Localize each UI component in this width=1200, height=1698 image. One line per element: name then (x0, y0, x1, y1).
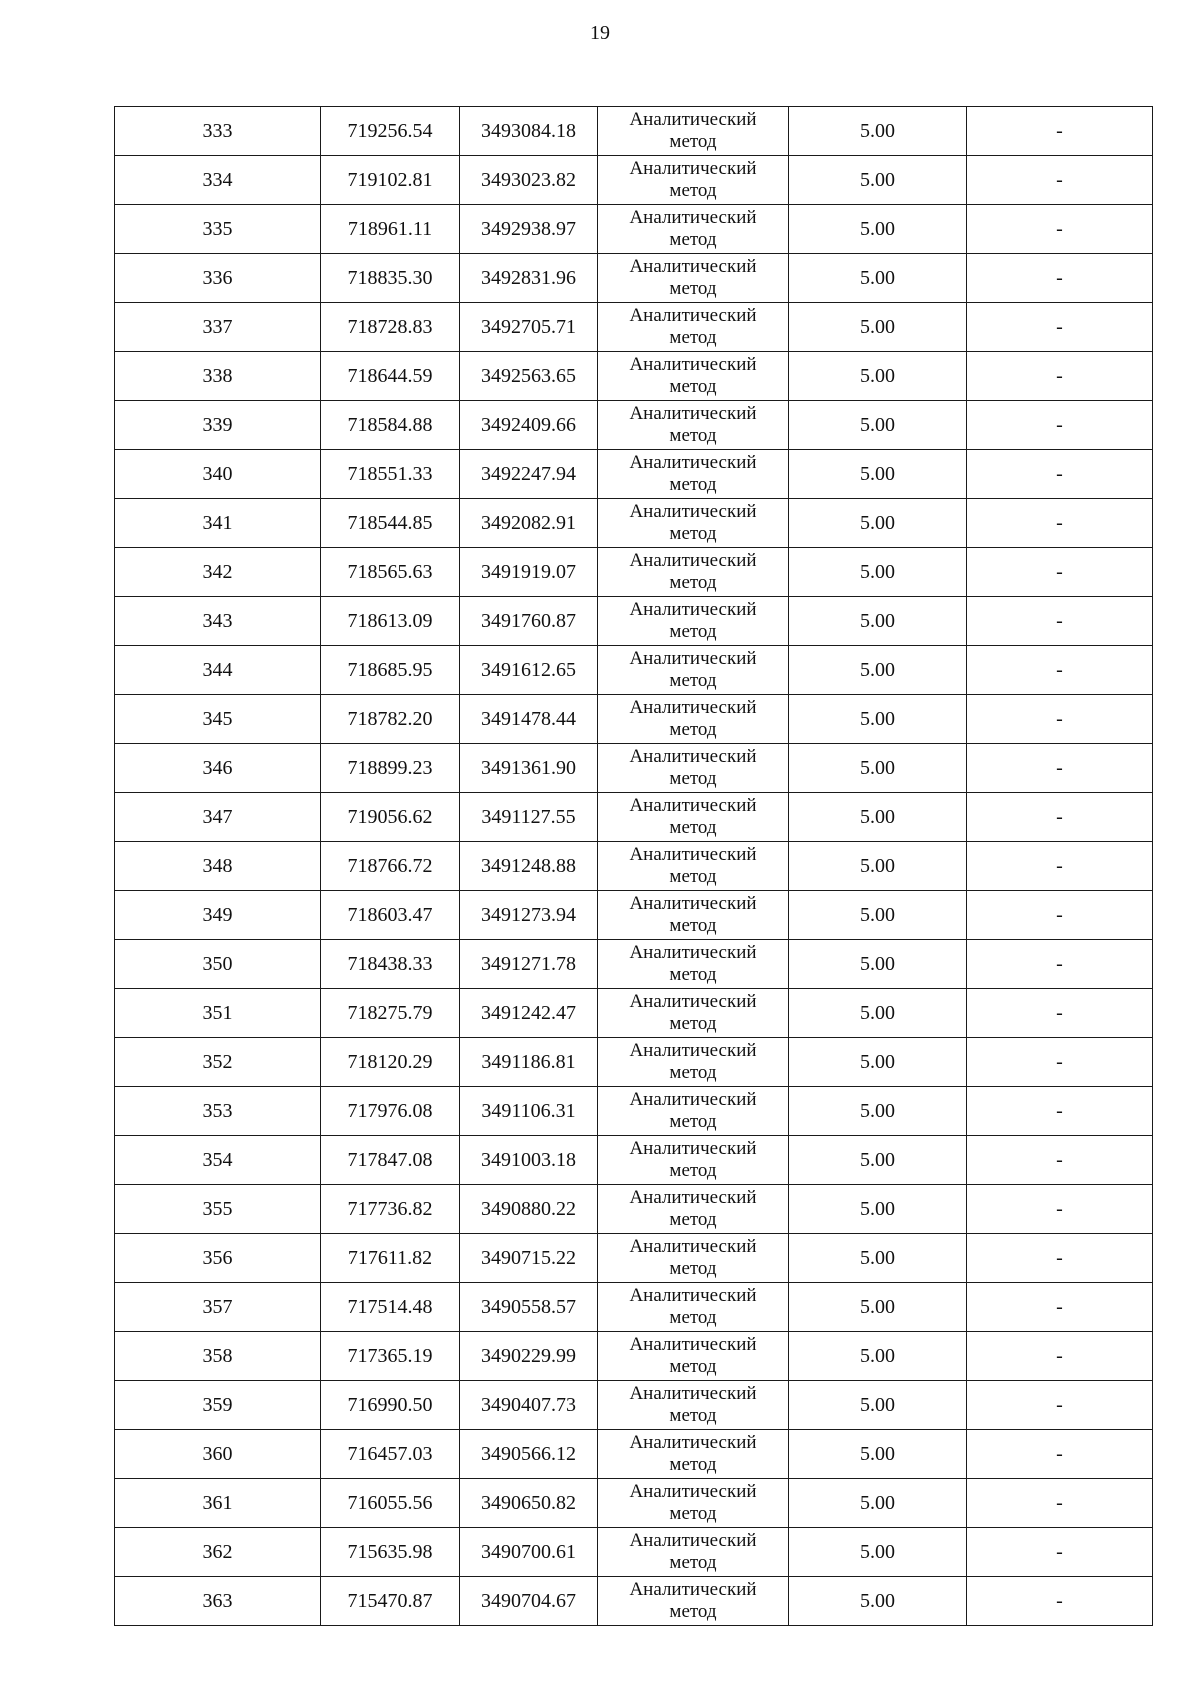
point-number-cell: 342 (115, 548, 321, 597)
x-coordinate-cell: 719102.81 (321, 156, 460, 205)
x-coordinate-cell: 718565.63 (321, 548, 460, 597)
method-line-1: Аналитический (629, 256, 757, 277)
table-row (115, 1528, 1153, 1577)
table-row (115, 107, 1153, 156)
x-coordinate-cell: 718961.11 (321, 205, 460, 254)
point-number-cell: 338 (115, 352, 321, 401)
method-line-2: метод (669, 1405, 717, 1426)
x-coordinate-cell: 717611.82 (321, 1234, 460, 1283)
method-line-2: метод (669, 1062, 717, 1083)
x-coordinate-cell: 718644.59 (321, 352, 460, 401)
table-row (115, 793, 1153, 842)
accuracy-cell: 5.00 (789, 989, 967, 1038)
point-number-cell: 333 (115, 107, 321, 156)
x-coordinate-cell: 718899.23 (321, 744, 460, 793)
method-line-2: метод (669, 719, 717, 740)
x-coordinate-cell: 718766.72 (321, 842, 460, 891)
method-line-1: Аналитический (629, 158, 757, 179)
y-coordinate-cell: 3491919.07 (460, 548, 598, 597)
x-coordinate-cell: 717365.19 (321, 1332, 460, 1381)
method-cell (598, 1332, 789, 1381)
method-line-2: метод (669, 180, 717, 201)
point-number-cell: 343 (115, 597, 321, 646)
table-row (115, 842, 1153, 891)
y-coordinate-cell: 3492563.65 (460, 352, 598, 401)
method-line-2: метод (669, 1111, 717, 1132)
y-coordinate-cell: 3490704.67 (460, 1577, 598, 1626)
coordinates-table (114, 106, 1153, 1626)
x-coordinate-cell: 715470.87 (321, 1577, 460, 1626)
table-row (115, 450, 1153, 499)
method-line-2: метод (669, 1307, 717, 1328)
method-line-1: Аналитический (629, 795, 757, 816)
method-line-1: Аналитический (629, 1481, 757, 1502)
method-cell (598, 1577, 789, 1626)
accuracy-cell: 5.00 (789, 107, 967, 156)
point-number-cell: 344 (115, 646, 321, 695)
method-line-1: Аналитический (629, 844, 757, 865)
method-cell (598, 793, 789, 842)
method-line-2: метод (669, 1552, 717, 1573)
accuracy-cell: 5.00 (789, 450, 967, 499)
y-coordinate-cell: 3491612.65 (460, 646, 598, 695)
note-cell: - (967, 646, 1153, 695)
x-coordinate-cell: 718438.33 (321, 940, 460, 989)
note-cell: - (967, 597, 1153, 646)
note-cell: - (967, 254, 1153, 303)
method-line-2: метод (669, 1160, 717, 1181)
table-row (115, 1234, 1153, 1283)
point-number-cell: 336 (115, 254, 321, 303)
method-line-2: метод (669, 1454, 717, 1475)
x-coordinate-cell: 717847.08 (321, 1136, 460, 1185)
y-coordinate-cell: 3490650.82 (460, 1479, 598, 1528)
y-coordinate-cell: 3491273.94 (460, 891, 598, 940)
note-cell: - (967, 205, 1153, 254)
table-row (115, 156, 1153, 205)
method-cell (598, 1479, 789, 1528)
accuracy-cell: 5.00 (789, 1430, 967, 1479)
x-coordinate-cell: 717736.82 (321, 1185, 460, 1234)
accuracy-cell: 5.00 (789, 499, 967, 548)
method-line-2: метод (669, 768, 717, 789)
table-row (115, 989, 1153, 1038)
method-line-1: Аналитический (629, 305, 757, 326)
method-cell (598, 1038, 789, 1087)
note-cell: - (967, 891, 1153, 940)
method-line-2: метод (669, 1258, 717, 1279)
method-line-1: Аналитический (629, 942, 757, 963)
table-row (115, 205, 1153, 254)
note-cell: - (967, 401, 1153, 450)
method-line-2: метод (669, 621, 717, 642)
method-cell (598, 107, 789, 156)
x-coordinate-cell: 719256.54 (321, 107, 460, 156)
note-cell: - (967, 499, 1153, 548)
table-row (115, 1283, 1153, 1332)
note-cell: - (967, 107, 1153, 156)
point-number-cell: 361 (115, 1479, 321, 1528)
method-line-2: метод (669, 376, 717, 397)
method-line-1: Аналитический (629, 452, 757, 473)
point-number-cell: 358 (115, 1332, 321, 1381)
table-row (115, 1577, 1153, 1626)
accuracy-cell: 5.00 (789, 1479, 967, 1528)
x-coordinate-cell: 716990.50 (321, 1381, 460, 1430)
method-cell (598, 1087, 789, 1136)
point-number-cell: 359 (115, 1381, 321, 1430)
x-coordinate-cell: 716055.56 (321, 1479, 460, 1528)
accuracy-cell: 5.00 (789, 940, 967, 989)
x-coordinate-cell: 718275.79 (321, 989, 460, 1038)
x-coordinate-cell: 718685.95 (321, 646, 460, 695)
method-cell (598, 1185, 789, 1234)
note-cell: - (967, 303, 1153, 352)
x-coordinate-cell: 718835.30 (321, 254, 460, 303)
y-coordinate-cell: 3490715.22 (460, 1234, 598, 1283)
method-line-2: метод (669, 1503, 717, 1524)
y-coordinate-cell: 3491248.88 (460, 842, 598, 891)
method-line-1: Аналитический (629, 991, 757, 1012)
method-line-1: Аналитический (629, 1530, 757, 1551)
y-coordinate-cell: 3491127.55 (460, 793, 598, 842)
method-line-2: метод (669, 229, 717, 250)
table-row (115, 695, 1153, 744)
y-coordinate-cell: 3490229.99 (460, 1332, 598, 1381)
x-coordinate-cell: 718728.83 (321, 303, 460, 352)
note-cell: - (967, 1528, 1153, 1577)
accuracy-cell: 5.00 (789, 1381, 967, 1430)
note-cell: - (967, 1430, 1153, 1479)
point-number-cell: 341 (115, 499, 321, 548)
method-line-2: метод (669, 1356, 717, 1377)
method-line-1: Аналитический (629, 207, 757, 228)
method-line-2: метод (669, 425, 717, 446)
accuracy-cell: 5.00 (789, 744, 967, 793)
table-row (115, 1381, 1153, 1430)
y-coordinate-cell: 3491361.90 (460, 744, 598, 793)
y-coordinate-cell: 3490558.57 (460, 1283, 598, 1332)
table-row (115, 548, 1153, 597)
y-coordinate-cell: 3490880.22 (460, 1185, 598, 1234)
point-number-cell: 345 (115, 695, 321, 744)
y-coordinate-cell: 3492705.71 (460, 303, 598, 352)
point-number-cell: 362 (115, 1528, 321, 1577)
table-row (115, 499, 1153, 548)
method-line-1: Аналитический (629, 746, 757, 767)
point-number-cell: 356 (115, 1234, 321, 1283)
accuracy-cell: 5.00 (789, 646, 967, 695)
note-cell: - (967, 744, 1153, 793)
y-coordinate-cell: 3491760.87 (460, 597, 598, 646)
accuracy-cell: 5.00 (789, 793, 967, 842)
method-line-1: Аналитический (629, 550, 757, 571)
table-row (115, 744, 1153, 793)
method-line-2: метод (669, 866, 717, 887)
method-line-2: метод (669, 1013, 717, 1034)
x-coordinate-cell: 718551.33 (321, 450, 460, 499)
note-cell: - (967, 842, 1153, 891)
accuracy-cell: 5.00 (789, 695, 967, 744)
note-cell: - (967, 1381, 1153, 1430)
accuracy-cell: 5.00 (789, 891, 967, 940)
accuracy-cell: 5.00 (789, 1283, 967, 1332)
accuracy-cell: 5.00 (789, 156, 967, 205)
note-cell: - (967, 1577, 1153, 1626)
note-cell: - (967, 548, 1153, 597)
method-line-1: Аналитический (629, 1334, 757, 1355)
method-line-1: Аналитический (629, 1285, 757, 1306)
table-row (115, 352, 1153, 401)
method-line-2: метод (669, 327, 717, 348)
method-cell (598, 450, 789, 499)
y-coordinate-cell: 3492409.66 (460, 401, 598, 450)
method-line-1: Аналитический (629, 1432, 757, 1453)
x-coordinate-cell: 718782.20 (321, 695, 460, 744)
method-line-1: Аналитический (629, 1236, 757, 1257)
method-cell (598, 303, 789, 352)
point-number-cell: 339 (115, 401, 321, 450)
accuracy-cell: 5.00 (789, 1577, 967, 1626)
method-cell (598, 597, 789, 646)
method-cell (598, 401, 789, 450)
point-number-cell: 334 (115, 156, 321, 205)
accuracy-cell: 5.00 (789, 1234, 967, 1283)
method-line-2: метод (669, 474, 717, 495)
method-cell (598, 695, 789, 744)
method-cell (598, 499, 789, 548)
table-row (115, 891, 1153, 940)
method-line-2: метод (669, 1209, 717, 1230)
table-body (115, 107, 1153, 1626)
note-cell: - (967, 989, 1153, 1038)
method-cell (598, 352, 789, 401)
accuracy-cell: 5.00 (789, 1528, 967, 1577)
method-line-1: Аналитический (629, 403, 757, 424)
method-cell (598, 1381, 789, 1430)
page-number: 19 (590, 22, 610, 44)
note-cell: - (967, 695, 1153, 744)
accuracy-cell: 5.00 (789, 401, 967, 450)
table-row (115, 303, 1153, 352)
accuracy-cell: 5.00 (789, 597, 967, 646)
x-coordinate-cell: 718603.47 (321, 891, 460, 940)
point-number-cell: 350 (115, 940, 321, 989)
method-line-1: Аналитический (629, 109, 757, 130)
accuracy-cell: 5.00 (789, 1332, 967, 1381)
point-number-cell: 351 (115, 989, 321, 1038)
method-line-2: метод (669, 817, 717, 838)
y-coordinate-cell: 3491003.18 (460, 1136, 598, 1185)
method-cell (598, 1283, 789, 1332)
accuracy-cell: 5.00 (789, 254, 967, 303)
table-row (115, 1185, 1153, 1234)
x-coordinate-cell: 718613.09 (321, 597, 460, 646)
method-line-1: Аналитический (629, 501, 757, 522)
method-cell (598, 1528, 789, 1577)
method-cell (598, 842, 789, 891)
accuracy-cell: 5.00 (789, 1136, 967, 1185)
point-number-cell: 360 (115, 1430, 321, 1479)
y-coordinate-cell: 3492082.91 (460, 499, 598, 548)
method-line-1: Аналитический (629, 1089, 757, 1110)
point-number-cell: 349 (115, 891, 321, 940)
point-number-cell: 352 (115, 1038, 321, 1087)
table-row (115, 1136, 1153, 1185)
method-line-1: Аналитический (629, 1187, 757, 1208)
method-line-2: метод (669, 523, 717, 544)
note-cell: - (967, 1283, 1153, 1332)
method-line-1: Аналитический (629, 1383, 757, 1404)
method-line-1: Аналитический (629, 648, 757, 669)
y-coordinate-cell: 3492938.97 (460, 205, 598, 254)
method-line-2: метод (669, 1601, 717, 1622)
method-cell (598, 548, 789, 597)
x-coordinate-cell: 718544.85 (321, 499, 460, 548)
method-line-2: метод (669, 572, 717, 593)
x-coordinate-cell: 715635.98 (321, 1528, 460, 1577)
accuracy-cell: 5.00 (789, 303, 967, 352)
point-number-cell: 337 (115, 303, 321, 352)
note-cell: - (967, 156, 1153, 205)
accuracy-cell: 5.00 (789, 1087, 967, 1136)
point-number-cell: 357 (115, 1283, 321, 1332)
accuracy-cell: 5.00 (789, 352, 967, 401)
x-coordinate-cell: 717976.08 (321, 1087, 460, 1136)
table-row (115, 940, 1153, 989)
method-line-1: Аналитический (629, 354, 757, 375)
point-number-cell: 340 (115, 450, 321, 499)
x-coordinate-cell: 717514.48 (321, 1283, 460, 1332)
table-row (115, 254, 1153, 303)
point-number-cell: 363 (115, 1577, 321, 1626)
y-coordinate-cell: 3490407.73 (460, 1381, 598, 1430)
method-line-2: метод (669, 915, 717, 936)
y-coordinate-cell: 3491106.31 (460, 1087, 598, 1136)
accuracy-cell: 5.00 (789, 205, 967, 254)
table-row (115, 1332, 1153, 1381)
method-line-1: Аналитический (629, 893, 757, 914)
note-cell: - (967, 1332, 1153, 1381)
method-cell (598, 989, 789, 1038)
method-line-2: метод (669, 670, 717, 691)
table-row (115, 1038, 1153, 1087)
x-coordinate-cell: 718584.88 (321, 401, 460, 450)
table-row (115, 401, 1153, 450)
point-number-cell: 353 (115, 1087, 321, 1136)
method-line-2: метод (669, 131, 717, 152)
note-cell: - (967, 793, 1153, 842)
method-line-2: метод (669, 964, 717, 985)
accuracy-cell: 5.00 (789, 1038, 967, 1087)
table-row (115, 1430, 1153, 1479)
note-cell: - (967, 1136, 1153, 1185)
method-line-1: Аналитический (629, 1040, 757, 1061)
method-line-2: метод (669, 278, 717, 299)
table-row (115, 597, 1153, 646)
point-number-cell: 335 (115, 205, 321, 254)
table-row (115, 1479, 1153, 1528)
method-cell (598, 156, 789, 205)
y-coordinate-cell: 3493023.82 (460, 156, 598, 205)
x-coordinate-cell: 719056.62 (321, 793, 460, 842)
accuracy-cell: 5.00 (789, 1185, 967, 1234)
note-cell: - (967, 1087, 1153, 1136)
method-cell (598, 1136, 789, 1185)
note-cell: - (967, 940, 1153, 989)
x-coordinate-cell: 718120.29 (321, 1038, 460, 1087)
method-line-1: Аналитический (629, 1579, 757, 1600)
y-coordinate-cell: 3492831.96 (460, 254, 598, 303)
y-coordinate-cell: 3491186.81 (460, 1038, 598, 1087)
note-cell: - (967, 1038, 1153, 1087)
point-number-cell: 355 (115, 1185, 321, 1234)
y-coordinate-cell: 3492247.94 (460, 450, 598, 499)
method-line-1: Аналитический (629, 697, 757, 718)
accuracy-cell: 5.00 (789, 842, 967, 891)
method-cell (598, 646, 789, 695)
y-coordinate-cell: 3490566.12 (460, 1430, 598, 1479)
method-line-1: Аналитический (629, 1138, 757, 1159)
method-cell (598, 891, 789, 940)
method-cell (598, 744, 789, 793)
note-cell: - (967, 450, 1153, 499)
y-coordinate-cell: 3491478.44 (460, 695, 598, 744)
method-cell (598, 1430, 789, 1479)
accuracy-cell: 5.00 (789, 548, 967, 597)
method-line-1: Аналитический (629, 599, 757, 620)
y-coordinate-cell: 3491271.78 (460, 940, 598, 989)
point-number-cell: 354 (115, 1136, 321, 1185)
note-cell: - (967, 1479, 1153, 1528)
method-cell (598, 254, 789, 303)
note-cell: - (967, 1234, 1153, 1283)
method-cell (598, 940, 789, 989)
note-cell: - (967, 1185, 1153, 1234)
point-number-cell: 347 (115, 793, 321, 842)
method-cell (598, 205, 789, 254)
y-coordinate-cell: 3490700.61 (460, 1528, 598, 1577)
table-row (115, 646, 1153, 695)
table-row (115, 1087, 1153, 1136)
x-coordinate-cell: 716457.03 (321, 1430, 460, 1479)
y-coordinate-cell: 3491242.47 (460, 989, 598, 1038)
point-number-cell: 346 (115, 744, 321, 793)
method-cell (598, 1234, 789, 1283)
y-coordinate-cell: 3493084.18 (460, 107, 598, 156)
note-cell: - (967, 352, 1153, 401)
point-number-cell: 348 (115, 842, 321, 891)
